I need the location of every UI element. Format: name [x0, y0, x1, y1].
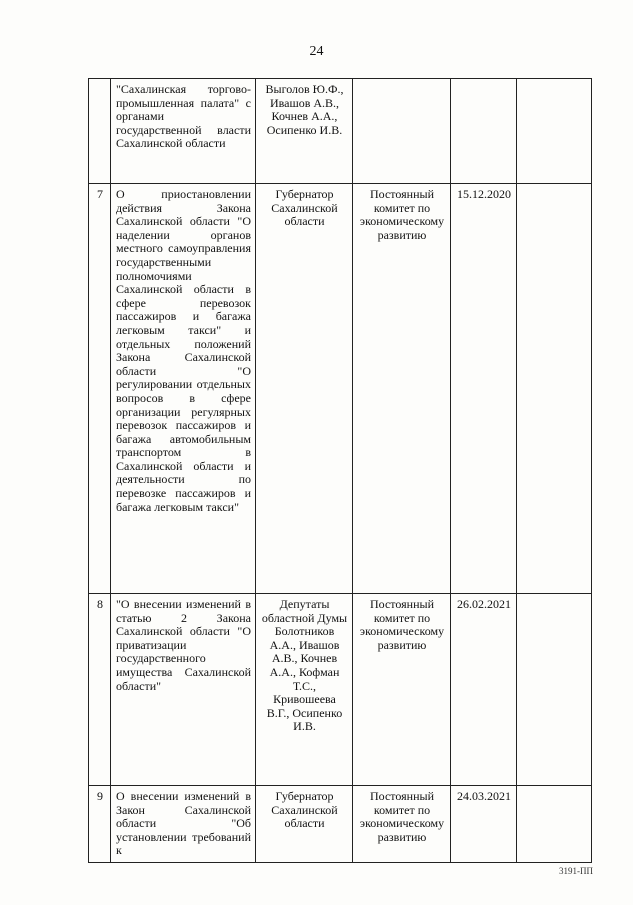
- bill-title: О внесении изменений в Закон Сахалинской области "Об установлении требований к: [111, 786, 256, 863]
- row-number: 8: [89, 594, 111, 786]
- submission-date: 15.12.2020: [451, 184, 517, 594]
- bill-authors: Губернатор Сахалинской области: [256, 786, 353, 863]
- submission-date: 26.02.2021: [451, 594, 517, 786]
- extra-cell: [517, 594, 592, 786]
- bills-table: [88, 78, 592, 863]
- row-number: 7: [89, 184, 111, 594]
- submission-date: 24.03.2021: [451, 786, 517, 863]
- table-row: [89, 594, 592, 786]
- document-code: 3191-ПП: [559, 866, 593, 876]
- extra-cell: [517, 79, 592, 184]
- bill-title: "О внесении изменений в статью 2 Закона Сахалинской области "О приватизации государственного имущества Сахалинской области": [111, 594, 256, 786]
- bill-title: "Сахалинская торгово-промышленная палата" с органами государственной власти Сахалинской области: [111, 79, 256, 184]
- bill-authors: Выголов Ю.Ф., Ивашов А.В., Кочнев А.А., Осипенко И.В.: [256, 79, 353, 184]
- extra-cell: [517, 786, 592, 863]
- table-row: [89, 79, 592, 184]
- submission-date: [451, 79, 517, 184]
- bill-authors: Депутаты областной Думы Болотников А.А., Ивашов А.В., Кочнев А.А., Кофман Т.С., Кривошеева В.Г., Осипенко И.В.: [256, 594, 353, 786]
- responsible-committee: [353, 79, 451, 184]
- row-number: [89, 79, 111, 184]
- bill-authors: Губернатор Сахалинской области: [256, 184, 353, 594]
- bill-title: О приостановлении действия Закона Сахалинской области "О наделении органов местного самоуправления государственными полномочиями Сахалинской области в сфере перевозок пассажиров и багажа легковым такси" и отдельных положений Закона Сахалинской области "О регулировании отдельных вопросов в сфере организации регулярных перевозок пассажиров и багажа автомобильным транспортом в Сахалинской области и деятельности по перевозке пассажиров и багажа легковым такси": [111, 184, 256, 594]
- responsible-committee: Постоянный комитет по экономическому развитию: [353, 594, 451, 786]
- row-number: 9: [89, 786, 111, 863]
- responsible-committee: Постоянный комитет по экономическому развитию: [353, 184, 451, 594]
- extra-cell: [517, 184, 592, 594]
- responsible-committee: Постоянный комитет по экономическому развитию: [353, 786, 451, 863]
- table-row: [89, 184, 592, 594]
- table-row: [89, 786, 592, 863]
- page-number: 24: [309, 44, 324, 59]
